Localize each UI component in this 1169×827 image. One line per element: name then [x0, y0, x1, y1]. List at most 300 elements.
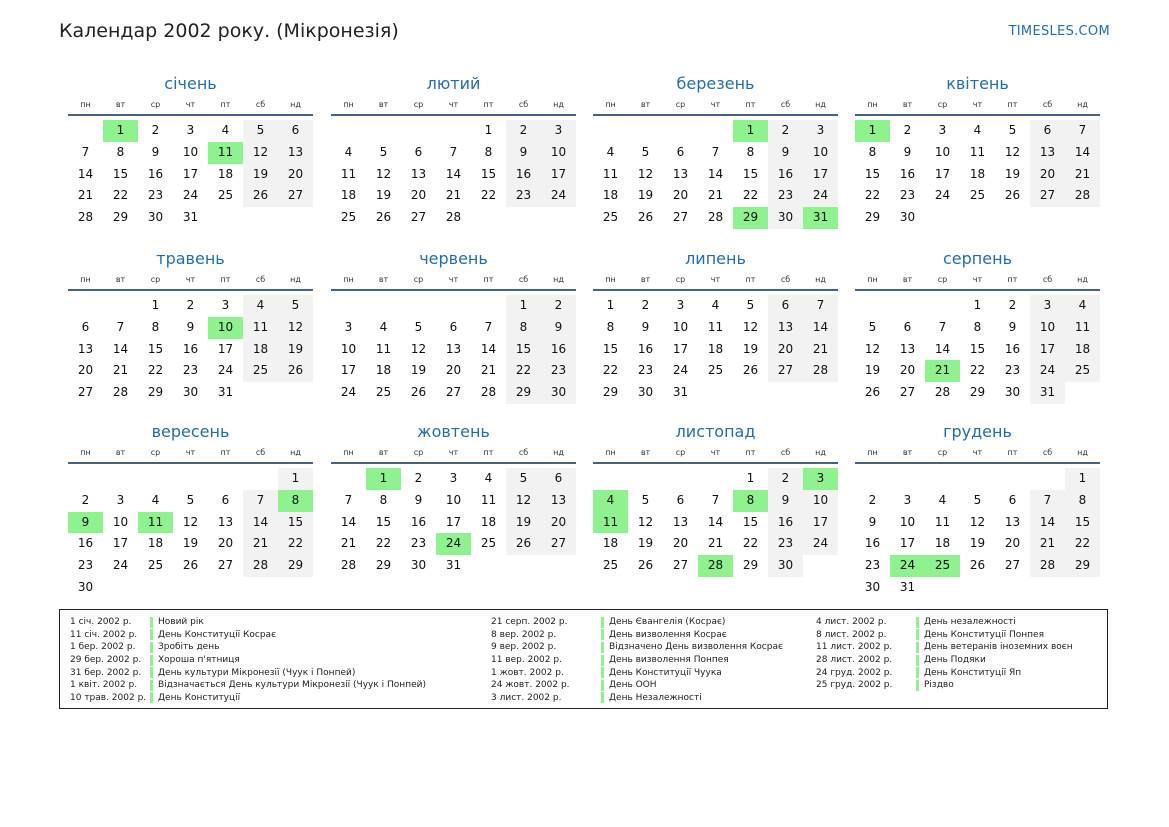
legend-date: 21 серп. 2002 р.: [491, 617, 568, 628]
day-cell: 21: [112, 363, 129, 378]
day-cell: 16: [182, 341, 199, 356]
day-cell: 24: [934, 188, 951, 203]
day-cell: 5: [278, 295, 313, 317]
day-cell: 14: [1065, 142, 1100, 164]
day-cell: 10: [445, 492, 462, 507]
weekday-label: сб: [780, 100, 791, 109]
day-cell: 25: [1065, 360, 1100, 382]
legend-row: [70, 666, 426, 679]
day-cell: 10: [1030, 317, 1065, 339]
day-cell: 26: [506, 533, 541, 555]
weekday-label: ср: [413, 448, 424, 457]
weekday-label: ср: [413, 100, 424, 109]
legend-date: 1 бер. 2002 р.: [70, 642, 136, 653]
day-cell: 8: [506, 317, 541, 339]
day-cell: 6: [449, 319, 458, 334]
day-cell: 14: [445, 166, 462, 181]
day-cell: 11: [707, 319, 724, 334]
legend-holiday-name: День ветеранів іноземних воєн: [924, 642, 1073, 653]
day-cell: 26: [864, 385, 881, 400]
day-cell: 23: [768, 533, 803, 555]
day-grid: [68, 120, 313, 229]
day-cell: 7: [711, 144, 720, 159]
empty-cell: [855, 295, 890, 317]
day-cell: 16: [1004, 341, 1021, 356]
legend-date: 10 трав. 2002 р.: [70, 692, 147, 703]
day-cell: 16: [864, 536, 881, 551]
month-name: липень: [685, 249, 746, 268]
day-cell: 4: [938, 492, 947, 507]
day-cell: 23: [1004, 363, 1021, 378]
day-cell: 14: [707, 514, 724, 529]
day-cell: 20: [768, 339, 803, 361]
month-name: грудень: [943, 422, 1012, 441]
day-cell: 6: [676, 492, 685, 507]
day-cell: 26: [1004, 188, 1021, 203]
month-name: січень: [164, 74, 217, 93]
day-cell: 14: [243, 512, 278, 534]
day-cell: 28: [480, 385, 497, 400]
holiday-legend: [59, 609, 1108, 709]
day-cell: 20: [1004, 536, 1021, 551]
day-cell: 21: [707, 188, 724, 203]
day-cell: 29: [506, 382, 541, 404]
day-cell: 20: [410, 188, 427, 203]
day-cell: 15: [742, 514, 759, 529]
legend-marker: [916, 680, 919, 691]
day-cell: 31: [899, 579, 916, 594]
day-cell: 15: [969, 341, 986, 356]
day-cell: 19: [278, 339, 313, 361]
weekday-header: [331, 273, 576, 291]
legend-date: 11 вер. 2002 р.: [491, 655, 562, 666]
weekday-label: пт: [220, 448, 231, 457]
day-cell: 10: [672, 319, 689, 334]
day-cell: 10: [803, 490, 838, 512]
holiday-day-cell: 8: [733, 490, 768, 512]
day-cell: 23: [899, 188, 916, 203]
weekday-label: сб: [780, 448, 791, 457]
day-cell: 29: [147, 385, 164, 400]
day-cell: 14: [340, 514, 357, 529]
weekday-label: пт: [220, 100, 231, 109]
legend-row: [70, 692, 426, 705]
weekday-label: сб: [255, 100, 266, 109]
day-cell: 25: [707, 363, 724, 378]
day-cell: 10: [934, 144, 951, 159]
legend-holiday-name: Різдво: [924, 680, 954, 691]
day-cell: 13: [410, 166, 427, 181]
legend-row: [491, 692, 783, 705]
holiday-day-cell: 11: [208, 142, 243, 164]
legend-row: [491, 666, 783, 679]
weekday-label: ср: [150, 275, 161, 284]
day-cell: 3: [344, 319, 353, 334]
weekday-label: чт: [972, 275, 983, 284]
month-3: [593, 74, 838, 229]
day-cell: 19: [506, 512, 541, 534]
holiday-day-cell: 31: [803, 207, 838, 229]
day-cell: 14: [934, 341, 951, 356]
day-cell: 13: [899, 341, 916, 356]
day-grid: [855, 120, 1100, 229]
empty-cell: [366, 295, 401, 317]
day-grid: [855, 295, 1100, 404]
weekday-label: чт: [185, 275, 196, 284]
empty-cell: [401, 295, 436, 317]
legend-marker: [916, 655, 919, 666]
day-cell: 19: [969, 536, 986, 551]
legend-row: [491, 629, 783, 642]
day-cell: 30: [864, 579, 881, 594]
day-cell: 30: [637, 385, 654, 400]
month-name: лютий: [426, 74, 481, 93]
day-cell: 19: [1004, 166, 1021, 181]
weekday-label: нд: [1077, 100, 1088, 109]
day-cell: 2: [186, 298, 195, 312]
day-cell: 10: [182, 144, 199, 159]
weekday-header: [593, 273, 838, 291]
day-cell: 12: [243, 142, 278, 164]
day-cell: 28: [803, 360, 838, 382]
holiday-day-cell: 1: [733, 120, 768, 142]
empty-cell: [698, 120, 733, 142]
day-cell: 21: [77, 188, 94, 203]
day-grid: [331, 295, 576, 404]
day-grid: [331, 468, 576, 577]
day-cell: 5: [641, 144, 650, 159]
day-cell: 29: [278, 555, 313, 577]
legend-row: [491, 641, 783, 654]
empty-cell: [436, 295, 471, 317]
day-cell: 2: [81, 492, 90, 507]
day-cell: 5: [243, 120, 278, 142]
weekday-header: [68, 446, 313, 464]
weekday-label: вт: [115, 275, 126, 284]
day-cell: 19: [410, 363, 427, 378]
day-cell: 30: [1004, 385, 1021, 400]
day-cell: 28: [707, 210, 724, 225]
day-cell: 1: [506, 295, 541, 317]
day-cell: 11: [602, 166, 619, 181]
legend-row: [70, 629, 426, 642]
weekday-label: сб: [255, 448, 266, 457]
day-cell: 21: [340, 536, 357, 551]
weekday-label: ср: [150, 448, 161, 457]
day-cell: 23: [410, 536, 427, 551]
day-cell: 31: [182, 210, 199, 225]
day-cell: 4: [484, 471, 493, 485]
weekday-label: сб: [518, 275, 529, 284]
empty-cell: [995, 468, 1030, 490]
day-cell: 28: [243, 555, 278, 577]
day-cell: 22: [278, 533, 313, 555]
empty-cell: [663, 120, 698, 142]
day-cell: 9: [903, 144, 912, 159]
day-cell: 12: [182, 514, 199, 529]
day-cell: 30: [768, 555, 803, 577]
weekday-label: пт: [483, 275, 494, 284]
month-10: [331, 422, 576, 577]
weekday-label: ср: [675, 448, 686, 457]
empty-cell: [890, 468, 925, 490]
day-cell: 23: [637, 363, 654, 378]
day-cell: 21: [803, 339, 838, 361]
legend-row: [816, 666, 1073, 679]
legend-holiday-name: Хороша п'ятниця: [158, 655, 240, 666]
day-cell: 6: [221, 492, 230, 507]
day-cell: 27: [768, 360, 803, 382]
day-cell: 14: [707, 166, 724, 181]
day-cell: 2: [506, 120, 541, 142]
weekday-label: чт: [972, 448, 983, 457]
day-cell: 18: [480, 514, 497, 529]
legend-column-2: [491, 616, 783, 704]
day-cell: 4: [973, 123, 982, 137]
day-cell: 17: [445, 514, 462, 529]
empty-cell: [173, 468, 208, 490]
legend-marker: [601, 667, 604, 678]
legend-marker: [916, 629, 919, 640]
day-cell: 3: [676, 298, 685, 312]
day-cell: 16: [637, 341, 654, 356]
brand-link[interactable]: TIMESLES.COM: [1008, 24, 1110, 39]
holiday-day-cell: 24: [890, 555, 925, 577]
legend-row: [70, 616, 426, 629]
legend-row: [816, 641, 1073, 654]
day-cell: 16: [506, 164, 541, 186]
day-cell: 26: [637, 558, 654, 573]
day-cell: 24: [182, 188, 199, 203]
day-cell: 11: [243, 317, 278, 339]
day-cell: 5: [414, 319, 423, 334]
weekday-label: сб: [780, 275, 791, 284]
legend-marker: [150, 655, 153, 666]
day-cell: 7: [1030, 490, 1065, 512]
day-cell: 29: [112, 210, 129, 225]
day-cell: 3: [116, 492, 125, 507]
day-cell: 26: [742, 363, 759, 378]
day-cell: 17: [182, 166, 199, 181]
month-4: [855, 74, 1100, 229]
day-cell: 27: [1030, 185, 1065, 207]
day-cell: 10: [112, 514, 129, 529]
day-cell: 23: [182, 363, 199, 378]
weekday-header: [593, 98, 838, 116]
day-cell: 22: [742, 536, 759, 551]
empty-cell: [925, 295, 960, 317]
day-cell: 11: [340, 166, 357, 181]
day-cell: 3: [541, 120, 576, 142]
day-cell: 23: [768, 185, 803, 207]
empty-cell: [960, 468, 995, 490]
day-cell: 2: [151, 123, 160, 137]
day-cell: 17: [803, 164, 838, 186]
day-cell: 24: [672, 363, 689, 378]
weekday-label: вт: [378, 275, 389, 284]
day-cell: 3: [186, 123, 195, 137]
day-cell: 30: [768, 207, 803, 229]
legend-date: 11 січ. 2002 р.: [70, 629, 138, 640]
day-cell: 16: [768, 164, 803, 186]
day-cell: 4: [711, 298, 720, 312]
legend-holiday-name: День культури Мікронезії (Чуук і Понпей): [158, 667, 356, 678]
legend-marker: [150, 680, 153, 691]
legend-date: 11 лист. 2002 р.: [816, 642, 893, 653]
legend-date: 29 бер. 2002 р.: [70, 655, 142, 666]
day-cell: 17: [934, 166, 951, 181]
weekday-label: вт: [115, 448, 126, 457]
empty-cell: [208, 468, 243, 490]
day-cell: 17: [541, 164, 576, 186]
weekday-label: пн: [605, 275, 616, 284]
day-cell: 10: [899, 514, 916, 529]
legend-marker: [150, 617, 153, 628]
day-cell: 5: [379, 144, 388, 159]
day-cell: 22: [480, 188, 497, 203]
day-cell: 20: [445, 363, 462, 378]
day-cell: 9: [506, 142, 541, 164]
day-cell: 9: [1008, 319, 1017, 334]
legend-holiday-name: День Подяки: [924, 655, 986, 666]
day-cell: 22: [112, 188, 129, 203]
day-cell: 17: [803, 512, 838, 534]
weekday-label: сб: [1042, 275, 1053, 284]
empty-cell: [698, 468, 733, 490]
day-cell: 8: [484, 144, 493, 159]
day-cell: 27: [410, 210, 427, 225]
empty-cell: [436, 120, 471, 142]
day-cell: 18: [375, 363, 392, 378]
day-cell: 25: [969, 188, 986, 203]
legend-date: 25 груд. 2002 р.: [816, 680, 893, 691]
day-cell: 17: [672, 341, 689, 356]
legend-date: 1 квіт. 2002 р.: [70, 680, 138, 691]
day-cell: 29: [602, 385, 619, 400]
weekday-label: чт: [185, 448, 196, 457]
day-cell: 23: [864, 558, 881, 573]
month-name: квітень: [946, 74, 1009, 93]
day-cell: 11: [375, 341, 392, 356]
weekday-label: пт: [483, 100, 494, 109]
weekday-label: вт: [378, 100, 389, 109]
day-cell: 9: [151, 144, 160, 159]
empty-cell: [401, 120, 436, 142]
day-cell: 6: [541, 468, 576, 490]
weekday-label: нд: [290, 448, 301, 457]
day-cell: 28: [77, 210, 94, 225]
day-cell: 31: [445, 558, 462, 573]
day-cell: 18: [243, 339, 278, 361]
day-cell: 13: [1030, 142, 1065, 164]
legend-holiday-name: День Конституції: [158, 692, 241, 703]
day-cell: 18: [602, 188, 619, 203]
day-cell: 26: [410, 385, 427, 400]
day-cell: 8: [973, 319, 982, 334]
holiday-day-cell: 8: [278, 490, 313, 512]
day-cell: 4: [151, 492, 160, 507]
day-cell: 18: [934, 536, 951, 551]
day-cell: 1: [973, 298, 982, 312]
day-cell: 19: [637, 188, 654, 203]
day-grid: [331, 120, 576, 229]
empty-cell: [68, 468, 103, 490]
weekday-label: пт: [220, 275, 231, 284]
day-cell: 24: [112, 558, 129, 573]
day-cell: 21: [243, 533, 278, 555]
legend-holiday-name: День Євангелія (Косрає): [609, 617, 726, 628]
weekday-label: ср: [937, 448, 948, 457]
day-cell: 30: [182, 385, 199, 400]
day-cell: 25: [340, 210, 357, 225]
day-cell: 20: [217, 536, 234, 551]
day-cell: 19: [182, 536, 199, 551]
day-cell: 8: [746, 144, 755, 159]
day-cell: 29: [864, 210, 881, 225]
day-cell: 7: [116, 319, 125, 334]
day-cell: 31: [217, 385, 234, 400]
legend-marker: [916, 642, 919, 653]
day-cell: 13: [768, 317, 803, 339]
day-cell: 27: [541, 533, 576, 555]
weekday-label: вт: [115, 100, 126, 109]
weekday-label: нд: [290, 100, 301, 109]
legend-row: [70, 641, 426, 654]
legend-date: 8 лист. 2002 р.: [816, 629, 887, 640]
weekday-header: [855, 273, 1100, 291]
day-grid: [593, 295, 838, 404]
legend-holiday-name: Зробіть день: [158, 642, 220, 653]
day-cell: 12: [506, 490, 541, 512]
day-cell: 2: [868, 492, 877, 507]
day-cell: 12: [637, 514, 654, 529]
holiday-day-cell: 29: [733, 207, 768, 229]
weekday-label: нд: [553, 100, 564, 109]
empty-cell: [243, 468, 278, 490]
empty-cell: [1030, 468, 1065, 490]
day-cell: 16: [77, 536, 94, 551]
empty-cell: [366, 120, 401, 142]
day-cell: 9: [768, 142, 803, 164]
holiday-day-cell: 10: [208, 317, 243, 339]
legend-row: [816, 616, 1073, 629]
day-cell: 4: [344, 144, 353, 159]
day-cell: 26: [637, 210, 654, 225]
day-cell: 9: [641, 319, 650, 334]
day-cell: 8: [1065, 490, 1100, 512]
day-cell: 13: [445, 341, 462, 356]
day-cell: 13: [672, 514, 689, 529]
day-cell: 4: [606, 144, 615, 159]
day-cell: 15: [112, 166, 129, 181]
month-9: [68, 422, 313, 599]
legend-marker: [601, 680, 604, 691]
legend-holiday-name: День Конституції Понпея: [924, 629, 1044, 640]
day-cell: 22: [375, 536, 392, 551]
holiday-day-cell: 21: [925, 360, 960, 382]
page-title: Календар 2002 року. (Мікронезія): [59, 20, 399, 42]
day-cell: 12: [864, 341, 881, 356]
weekday-label: пн: [343, 100, 354, 109]
month-1: [68, 74, 313, 229]
day-cell: 9: [186, 319, 195, 334]
day-cell: 1: [606, 298, 615, 312]
day-cell: 28: [112, 385, 129, 400]
day-cell: 20: [672, 536, 689, 551]
weekday-label: ср: [675, 100, 686, 109]
day-cell: 25: [480, 536, 497, 551]
day-cell: 25: [217, 188, 234, 203]
